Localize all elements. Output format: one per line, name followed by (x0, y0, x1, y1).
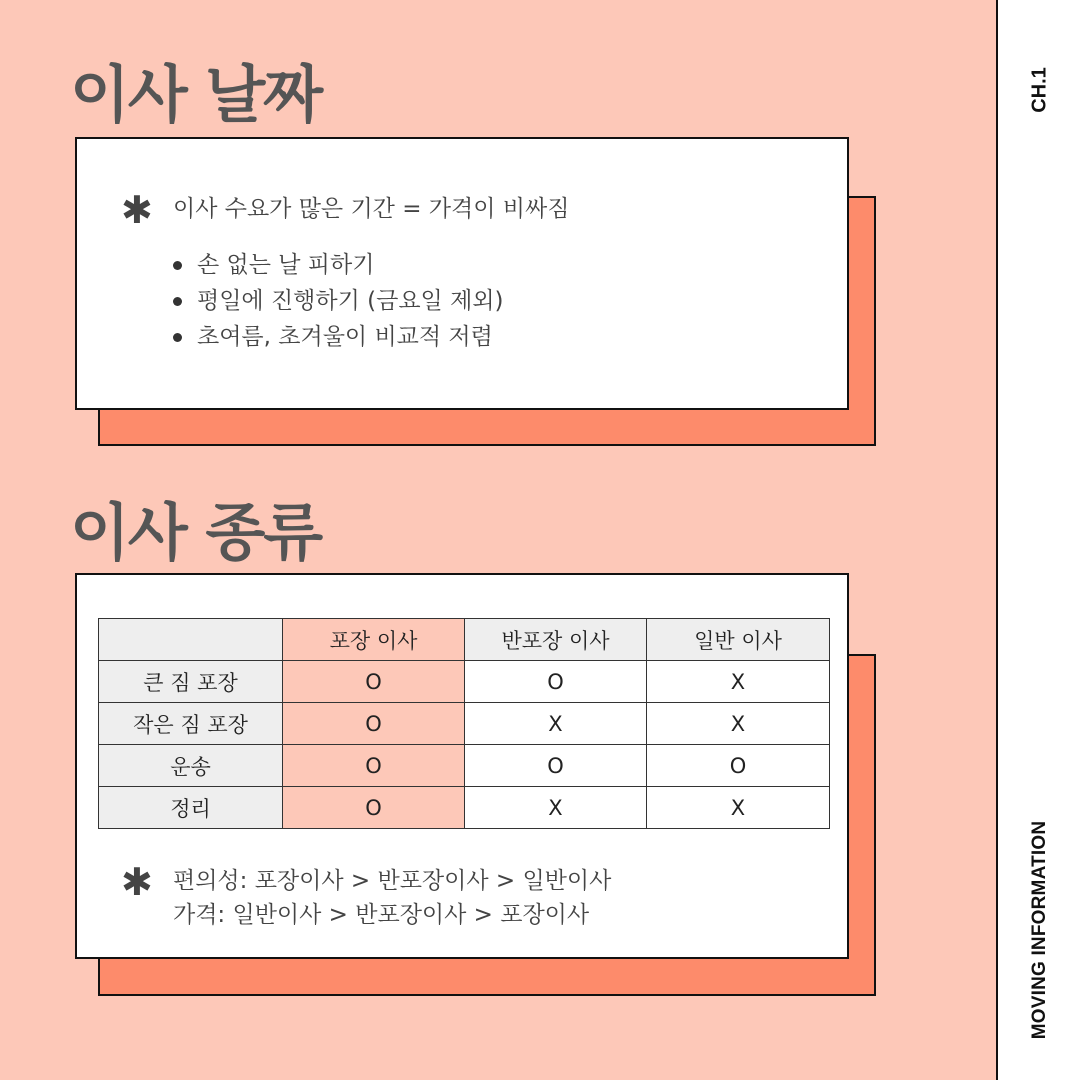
table-cell: O (465, 745, 647, 787)
comparison-notes (173, 864, 611, 932)
column-header-general: 일반 이사 (647, 619, 830, 661)
row-label: 정리 (99, 787, 283, 829)
table-cell: X (465, 787, 647, 829)
moving-types-card (75, 573, 849, 959)
series-label: MOVING INFORMATION (1029, 820, 1050, 1040)
moving-date-headline: 이사 수요가 많은 기간 = 가격이 비싸짐 (173, 196, 570, 222)
row-label: 운송 (99, 745, 283, 787)
list-item: 초여름, 초겨울이 비교적 저렴 (171, 319, 504, 355)
table-row (99, 703, 830, 745)
chapter-label: CH.1 (1028, 67, 1051, 113)
row-label: 작은 짐 포장 (99, 703, 283, 745)
list-item: 손 없는 날 피하기 (171, 247, 504, 283)
moving-date-tips (171, 247, 504, 355)
table-cell: X (465, 703, 647, 745)
list-item: 평일에 진행하기 (금요일 제외) (171, 283, 504, 319)
row-label: 큰 짐 포장 (99, 661, 283, 703)
section-title-moving-types: 이사 종류 (70, 496, 322, 569)
table-cell: X (647, 703, 830, 745)
table-cell: O (283, 745, 465, 787)
section-title-moving-date: 이사 날짜 (70, 58, 322, 131)
asterisk-icon: ✱ (121, 188, 153, 232)
moving-date-card (75, 137, 849, 410)
table-cell: O (283, 703, 465, 745)
asterisk-icon: ✱ (121, 860, 153, 904)
convenience-note: 편의성: 포장이사 > 반포장이사 > 일반이사 (173, 868, 612, 894)
table-cell: X (647, 787, 830, 829)
moving-type-comparison-table (98, 618, 830, 829)
table-row (99, 787, 830, 829)
table-row (99, 661, 830, 703)
table-cell: O (647, 745, 830, 787)
column-header-full-packing: 포장 이사 (283, 619, 465, 661)
table-cell: X (647, 661, 830, 703)
table-cell: O (283, 661, 465, 703)
table-corner-cell (99, 619, 283, 661)
table-row (99, 745, 830, 787)
price-note: 가격: 일반이사 > 반포장이사 > 포장이사 (173, 902, 590, 928)
table-cell: O (465, 661, 647, 703)
column-header-half-packing: 반포장 이사 (465, 619, 647, 661)
table-cell: O (283, 787, 465, 829)
table-header-row (99, 619, 830, 661)
